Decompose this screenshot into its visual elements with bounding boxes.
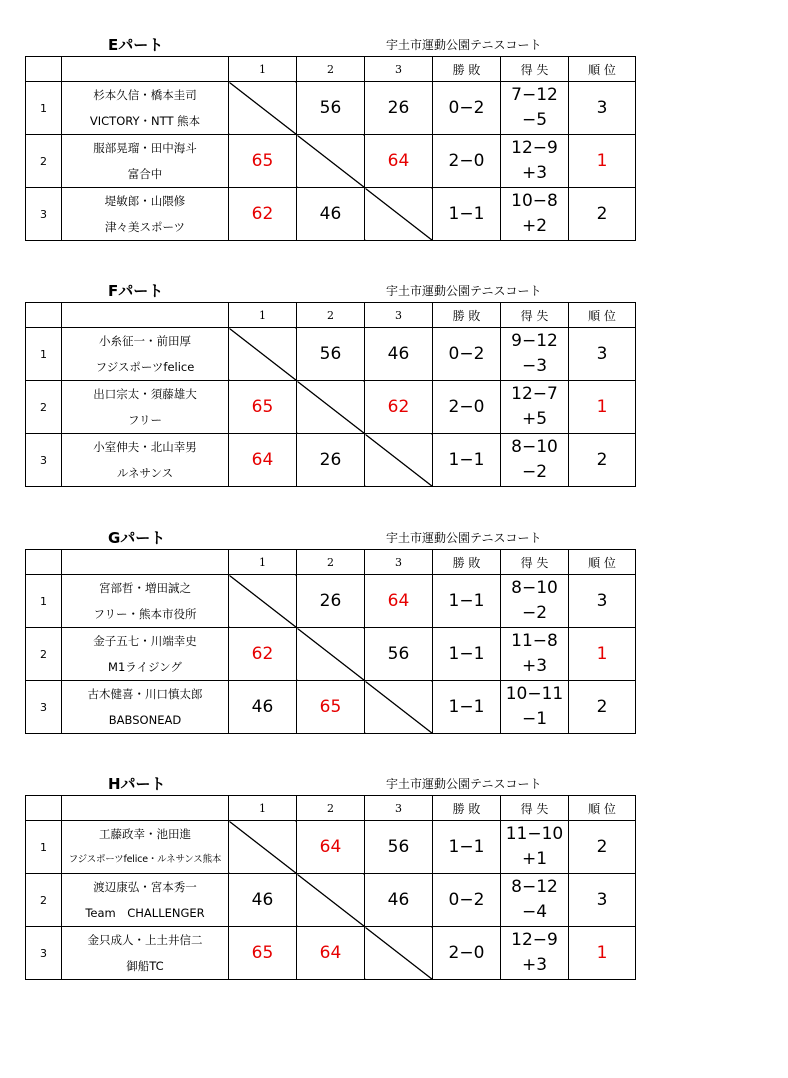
- diagonal-cell: [297, 381, 365, 434]
- points-ratio: 8−10: [511, 437, 558, 457]
- team-name: フリー: [127, 413, 163, 427]
- win-loss-cell: 1−1: [433, 188, 501, 241]
- player-names: 宮部哲・増田誠之: [99, 581, 191, 595]
- header-points: 得 失: [501, 796, 569, 821]
- row-number: 3: [26, 681, 62, 734]
- header-col-3: 3: [365, 796, 433, 821]
- player-cell: [62, 135, 229, 188]
- score-cell: 64: [365, 575, 433, 628]
- score-cell: 65: [297, 681, 365, 734]
- player-names: 金只成人・上土井信二: [87, 933, 203, 947]
- diagonal-cell: [297, 874, 365, 927]
- row-number: 3: [26, 188, 62, 241]
- score-cell: 56: [365, 628, 433, 681]
- header-rank: 順 位: [569, 796, 636, 821]
- rank-cell: 3: [569, 874, 636, 927]
- part-title: Gパート: [108, 529, 166, 547]
- header-row: [26, 550, 636, 575]
- points-diff: +5: [521, 409, 548, 429]
- points-ratio: 8−12: [511, 877, 558, 897]
- diagonal-cell: [229, 575, 297, 628]
- score-cell: 62: [365, 381, 433, 434]
- table-row: [26, 575, 636, 628]
- row-number: 2: [26, 628, 62, 681]
- table-row: [26, 927, 636, 980]
- team-name: 津々美スポーツ: [104, 220, 186, 234]
- diagonal-cell: [365, 434, 433, 487]
- header-blank: [26, 796, 62, 821]
- score-cell: 62: [229, 628, 297, 681]
- points-diff: −3: [521, 356, 548, 376]
- row-number: 1: [26, 82, 62, 135]
- results-table: [25, 795, 636, 980]
- player-cell: [62, 328, 229, 381]
- points-cell: [501, 575, 569, 628]
- table-row: [26, 328, 636, 381]
- table-row: [26, 434, 636, 487]
- row-number: 2: [26, 874, 62, 927]
- header-col-2: 2: [297, 550, 365, 575]
- diagonal-cell: [297, 135, 365, 188]
- header-col-2: 2: [297, 303, 365, 328]
- diagonal-cell: [365, 681, 433, 734]
- header-rank: 順 位: [569, 57, 636, 82]
- header-row: [26, 57, 636, 82]
- player-names: 杉本久信・橋本圭司: [93, 88, 197, 102]
- team-name: フジスポーツfelice: [95, 360, 195, 374]
- part-title: Eパート: [108, 36, 164, 54]
- score-cell: 64: [365, 135, 433, 188]
- points-cell: [501, 188, 569, 241]
- score-cell: 56: [365, 821, 433, 874]
- points-diff: +3: [521, 955, 548, 975]
- win-loss-cell: 1−1: [433, 681, 501, 734]
- results-table: [25, 549, 636, 734]
- header-win-loss: 勝 敗: [433, 303, 501, 328]
- win-loss-cell: 1−1: [433, 575, 501, 628]
- row-number: 2: [26, 381, 62, 434]
- score-cell: 62: [229, 188, 297, 241]
- score-cell: 46: [229, 681, 297, 734]
- header-col-3: 3: [365, 550, 433, 575]
- win-loss-cell: 1−1: [433, 434, 501, 487]
- score-cell: 65: [229, 381, 297, 434]
- points-cell: [501, 381, 569, 434]
- points-ratio: 12−9: [511, 930, 558, 950]
- header-blank: [62, 550, 229, 575]
- win-loss-cell: 1−1: [433, 628, 501, 681]
- player-cell: [62, 188, 229, 241]
- header-col-2: 2: [297, 796, 365, 821]
- player-cell: [62, 381, 229, 434]
- header-col-1: 1: [229, 57, 297, 82]
- score-cell: 26: [297, 575, 365, 628]
- diagonal-cell: [229, 821, 297, 874]
- player-names: 出口宗太・須藤雄大: [93, 387, 197, 401]
- row-number: 1: [26, 821, 62, 874]
- score-cell: 65: [229, 135, 297, 188]
- rank-cell: 1: [569, 381, 636, 434]
- points-diff: −2: [521, 462, 548, 482]
- score-cell: 64: [229, 434, 297, 487]
- player-names: 古木健喜・川口慎太郎: [87, 687, 203, 701]
- row-number: 2: [26, 135, 62, 188]
- player-cell: [62, 82, 229, 135]
- points-ratio: 11−8: [511, 631, 558, 651]
- points-cell: [501, 874, 569, 927]
- team-name: 御船TC: [126, 959, 164, 973]
- venue-label: 宇土市運動公園テニスコート: [386, 284, 542, 298]
- table-row: [26, 381, 636, 434]
- header-win-loss: 勝 敗: [433, 796, 501, 821]
- player-names: 工藤政幸・池田進: [99, 827, 191, 841]
- diagonal-cell: [229, 82, 297, 135]
- row-number: 1: [26, 575, 62, 628]
- rank-cell: 3: [569, 575, 636, 628]
- score-cell: 46: [365, 328, 433, 381]
- player-cell: [62, 434, 229, 487]
- rank-cell: 3: [569, 82, 636, 135]
- points-diff: −4: [521, 902, 548, 922]
- rank-cell: 3: [569, 328, 636, 381]
- points-cell: [501, 328, 569, 381]
- header-blank: [62, 303, 229, 328]
- table-row: [26, 681, 636, 734]
- results-table: [25, 302, 636, 487]
- row-number: 3: [26, 434, 62, 487]
- score-cell: 46: [365, 874, 433, 927]
- player-cell: [62, 874, 229, 927]
- table-row: [26, 628, 636, 681]
- table-row: [26, 82, 636, 135]
- score-cell: 46: [229, 874, 297, 927]
- player-cell: [62, 628, 229, 681]
- points-ratio: 12−7: [511, 384, 558, 404]
- team-name: VICTORY・NTT 熊本: [89, 114, 201, 128]
- diagonal-cell: [365, 188, 433, 241]
- points-cell: [501, 927, 569, 980]
- score-cell: 56: [297, 82, 365, 135]
- score-cell: 26: [365, 82, 433, 135]
- rank-cell: 1: [569, 628, 636, 681]
- player-names: 服部晃瑠・田中海斗: [93, 141, 197, 155]
- rank-cell: 2: [569, 681, 636, 734]
- header-col-3: 3: [365, 303, 433, 328]
- player-cell: [62, 575, 229, 628]
- player-cell: [62, 681, 229, 734]
- header-col-1: 1: [229, 303, 297, 328]
- table-row: [26, 874, 636, 927]
- points-ratio: 7−12: [511, 85, 558, 105]
- points-diff: +3: [521, 656, 548, 676]
- points-diff: −1: [521, 709, 548, 729]
- team-name: フジスポーツfelice・ルネサンス熊本: [68, 854, 222, 865]
- header-blank: [26, 303, 62, 328]
- score-cell: 64: [297, 927, 365, 980]
- diagonal-cell: [365, 927, 433, 980]
- points-ratio: 10−8: [511, 191, 558, 211]
- header-col-1: 1: [229, 796, 297, 821]
- points-diff: +3: [521, 163, 548, 183]
- header-win-loss: 勝 敗: [433, 550, 501, 575]
- points-cell: [501, 82, 569, 135]
- team-name: フリー・熊本市役所: [93, 607, 197, 621]
- score-cell: 56: [297, 328, 365, 381]
- player-names: 金子五七・川端幸史: [93, 634, 197, 648]
- points-ratio: 12−9: [511, 138, 558, 158]
- diagonal-cell: [229, 328, 297, 381]
- points-diff: −5: [521, 110, 548, 130]
- points-cell: [501, 135, 569, 188]
- header-blank: [62, 57, 229, 82]
- points-ratio: 9−12: [511, 331, 558, 351]
- rank-cell: 1: [569, 135, 636, 188]
- win-loss-cell: 0−2: [433, 874, 501, 927]
- header-col-2: 2: [297, 57, 365, 82]
- venue-label: 宇土市運動公園テニスコート: [386, 531, 542, 545]
- points-diff: +1: [521, 849, 548, 869]
- points-ratio: 11−10: [505, 824, 564, 844]
- player-names: 渡辺康弘・宮本秀一: [93, 880, 197, 894]
- header-points: 得 失: [501, 550, 569, 575]
- win-loss-cell: 2−0: [433, 135, 501, 188]
- points-cell: [501, 821, 569, 874]
- player-cell: [62, 821, 229, 874]
- win-loss-cell: 2−0: [433, 927, 501, 980]
- rank-cell: 2: [569, 434, 636, 487]
- player-cell: [62, 927, 229, 980]
- team-name: BABSONEAD: [108, 713, 182, 727]
- table-row: [26, 188, 636, 241]
- header-blank: [26, 550, 62, 575]
- score-cell: 46: [297, 188, 365, 241]
- points-diff: −2: [521, 603, 548, 623]
- row-number: 1: [26, 328, 62, 381]
- results-table: [25, 56, 636, 241]
- rank-cell: 2: [569, 188, 636, 241]
- points-cell: [501, 681, 569, 734]
- score-cell: 64: [297, 821, 365, 874]
- player-names: 堤敏郎・山隈修: [104, 194, 186, 208]
- win-loss-cell: 0−2: [433, 82, 501, 135]
- header-rank: 順 位: [569, 303, 636, 328]
- header-points: 得 失: [501, 303, 569, 328]
- win-loss-cell: 0−2: [433, 328, 501, 381]
- score-cell: 65: [229, 927, 297, 980]
- header-rank: 順 位: [569, 550, 636, 575]
- part-title: Hパート: [108, 775, 166, 793]
- rank-cell: 1: [569, 927, 636, 980]
- win-loss-cell: 1−1: [433, 821, 501, 874]
- score-cell: 26: [297, 434, 365, 487]
- venue-label: 宇土市運動公園テニスコート: [386, 38, 542, 52]
- team-name: Team CHALLENGER: [85, 906, 205, 920]
- rank-cell: 2: [569, 821, 636, 874]
- team-name: M1ライジング: [108, 660, 182, 674]
- player-names: 小室伸夫・北山幸男: [93, 440, 197, 454]
- points-ratio: 8−10: [511, 578, 558, 598]
- header-blank: [26, 57, 62, 82]
- win-loss-cell: 2−0: [433, 381, 501, 434]
- part-title: Fパート: [108, 282, 164, 300]
- table-row: [26, 821, 636, 874]
- points-cell: [501, 628, 569, 681]
- team-name: 富合中: [127, 167, 163, 181]
- row-number: 3: [26, 927, 62, 980]
- team-name: ルネサンス: [116, 466, 174, 480]
- header-points: 得 失: [501, 57, 569, 82]
- header-row: [26, 303, 636, 328]
- header-row: [26, 796, 636, 821]
- header-blank: [62, 796, 229, 821]
- venue-label: 宇土市運動公園テニスコート: [386, 777, 542, 791]
- points-diff: +2: [521, 216, 548, 236]
- diagonal-cell: [297, 628, 365, 681]
- header-win-loss: 勝 敗: [433, 57, 501, 82]
- player-names: 小糸征一・前田厚: [99, 334, 191, 348]
- header-col-3: 3: [365, 57, 433, 82]
- table-row: [26, 135, 636, 188]
- header-col-1: 1: [229, 550, 297, 575]
- points-cell: [501, 434, 569, 487]
- points-ratio: 10−11: [505, 684, 564, 704]
